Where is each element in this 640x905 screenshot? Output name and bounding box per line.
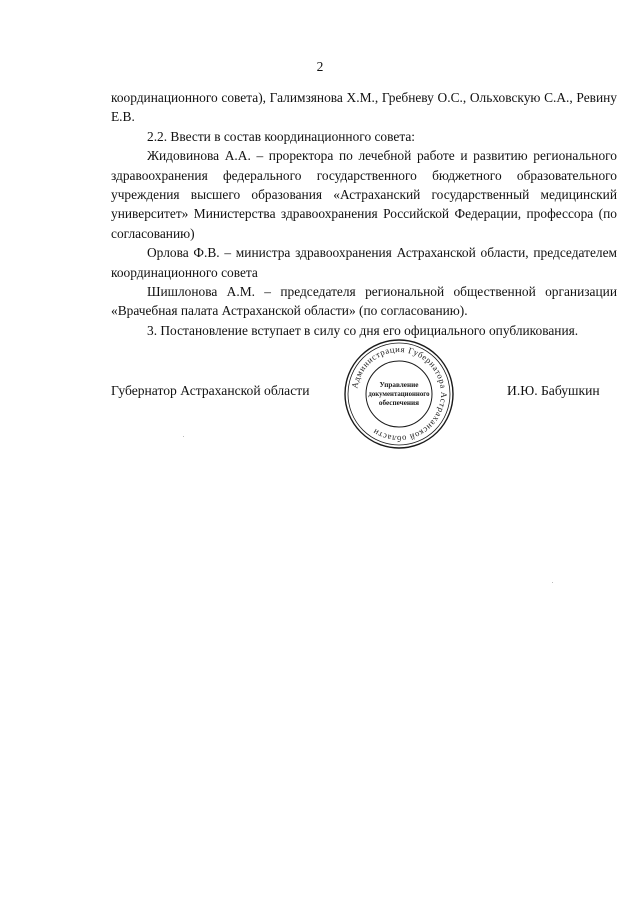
paragraph-continuation: координационного совета), Галимзянова Х.М., Гребневу О.С., Ольховскую С.А., Ревину Е.В. bbox=[111, 90, 617, 125]
seal-ring-text-path: Администрация Губернатора Астраханской области bbox=[349, 343, 450, 445]
official-seal-stamp bbox=[343, 338, 455, 450]
seal-center-line-3: обеспечения bbox=[378, 399, 420, 407]
scan-speck bbox=[552, 582, 553, 583]
paragraph-member-orlov: Орлова Ф.В. – министра здравоохранения Астраханской области, председателем координационного совета bbox=[111, 245, 617, 280]
paragraph-clause-3: 3. Постановление вступает в силу со дня его официального опубликования. bbox=[147, 322, 579, 338]
paragraph-member-shishlonov: Шишлонова А.М. – председателя региональной общественной организации «Врачебная палата Астраханской области» (по согласованию). bbox=[111, 284, 617, 319]
paragraph-member-zhidovinov: Жидовинова А.А. – проректора по лечебной работе и развитию регионального здравоохранения федерального государственного бюджетного образовательного учреждения высшего образования «Астраханский государственный медицинский университет» Министерства здравоохранения Российской Федерации, профессора (по согласованию) bbox=[111, 148, 617, 241]
signature-position: Губернатор Астраханской области bbox=[111, 383, 310, 398]
page-number: 2 bbox=[316, 59, 324, 74]
seal-center-line-2: документационного bbox=[368, 391, 430, 398]
seal-center-line-1: Управление bbox=[379, 381, 419, 389]
signature-name: И.Ю. Бабушкин bbox=[507, 383, 600, 398]
document-body bbox=[111, 88, 617, 340]
paragraph-clause-2-2: 2.2. Ввести в состав координационного совета: bbox=[147, 128, 415, 144]
scan-speck bbox=[183, 436, 184, 437]
